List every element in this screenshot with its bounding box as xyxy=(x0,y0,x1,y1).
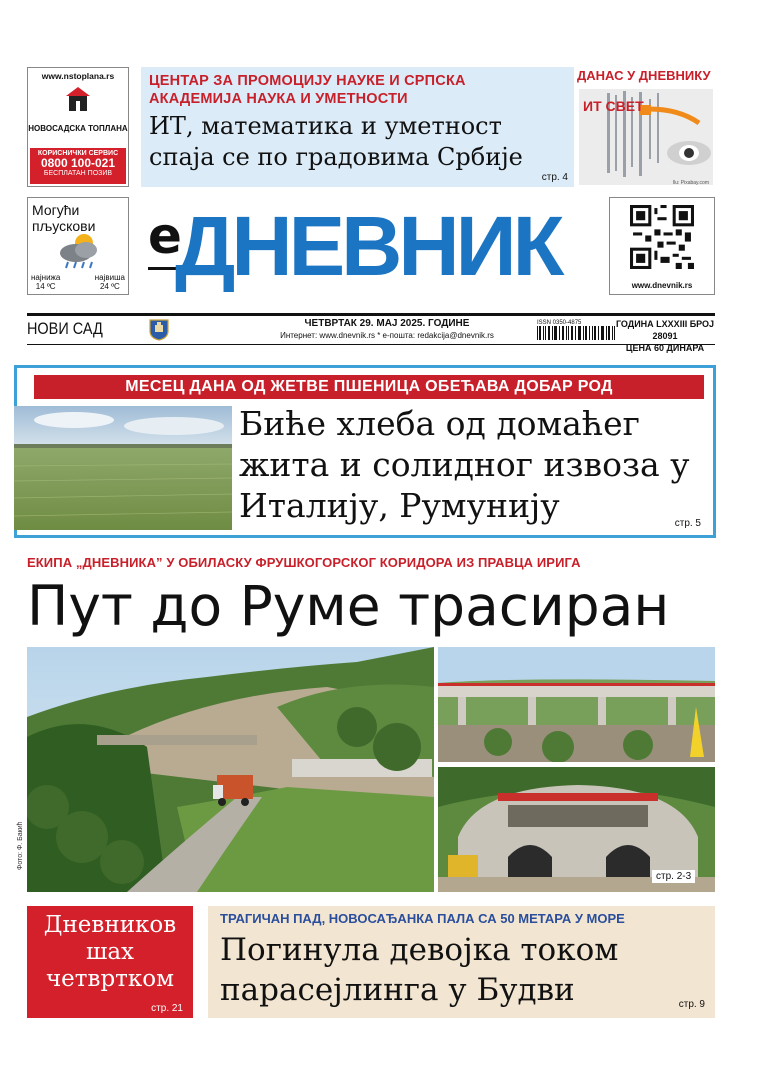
contact-line[interactable]: Интернет: www.dnevnik.rs * е-пошта: redakcija@dnevnik.rs xyxy=(280,331,494,340)
ad-free-call: БЕСПЛАТАН ПОЗИВ xyxy=(43,170,113,177)
chess-page-ref: стр. 21 xyxy=(151,1003,183,1014)
issue-info xyxy=(615,318,715,354)
masthead-prefix: e xyxy=(148,207,182,265)
low-label: најнижа xyxy=(31,273,61,282)
ad-service-box xyxy=(30,148,126,184)
today-in-dnevnik[interactable] xyxy=(575,67,715,187)
issn-text: ISSN 0350-4875 xyxy=(537,320,582,326)
issue-price: ЦЕНА 60 ДИНАРА xyxy=(625,343,705,353)
qr-code-icon[interactable] xyxy=(630,205,694,269)
rain-cloud-icon xyxy=(56,233,102,271)
issue-date: ЧЕТВРТАК 29. МАЈ 2025. ГОДИНЕ xyxy=(304,318,470,329)
qr-box[interactable] xyxy=(609,197,715,295)
toplana-ad[interactable] xyxy=(27,67,129,187)
issue-number: ГОДИНА LXXXIII БРОЈ 28091 xyxy=(615,319,715,341)
wheat-field-photo[interactable] xyxy=(14,406,232,530)
wheat-story[interactable] xyxy=(14,365,716,538)
masthead-logo[interactable] xyxy=(141,197,601,295)
lead-kicker: ЕКИПА „ДНЕВНИКА” У ОБИЛАСКУ ФРУШКОГОРСКОГ КОРИДОРА ИЗ ПРАВЦА ИРИГА xyxy=(27,555,581,570)
city-crest-icon xyxy=(149,319,169,341)
wheat-kicker: МЕСЕЦ ДАНА ОД ЖЕТВЕ ПШЕНИЦА ОБЕЋАВА ДОБАР РОД xyxy=(34,375,704,399)
it-world-illustration xyxy=(579,89,713,185)
promo-page-ref: стр. 4 xyxy=(541,172,568,183)
weather-high xyxy=(95,273,125,291)
lead-title[interactable]: Пут до Руме трасиран xyxy=(27,574,670,638)
para-title[interactable]: Погинула девојка током парасејлинга у Будви xyxy=(220,932,619,1008)
qr-url[interactable]: www.dnevnik.rs xyxy=(631,281,693,290)
info-bar xyxy=(27,313,715,353)
corridor-road-photo[interactable] xyxy=(27,647,434,892)
para-kicker: ТРАГИЧАН ПАД, НОВОСАЂАНКА ПАЛА СА 50 МЕТАРА У МОРЕ xyxy=(220,911,625,926)
weather-forecast: Могући пљускови xyxy=(32,202,96,234)
it-world-text: ИТ СВЕТ xyxy=(583,98,644,114)
weather-box xyxy=(27,197,129,295)
high-value: 24 ºC xyxy=(99,282,120,291)
parasailing-story[interactable] xyxy=(208,906,715,1018)
promo-teaser[interactable] xyxy=(141,67,574,187)
ad-service-label: КОРИСНИЧКИ СЕРВИС xyxy=(37,150,119,157)
para-page-ref: стр. 9 xyxy=(678,999,705,1010)
today-label: ДАНАС У ДНЕВНИКУ xyxy=(577,68,711,83)
high-label: највиша xyxy=(94,273,125,282)
ad-company: НОВОСАДСКА ТОПЛАНА xyxy=(28,124,128,133)
wheat-page-ref: стр. 5 xyxy=(674,518,701,529)
weather-low xyxy=(31,273,60,291)
wheat-title[interactable]: Биће хлеба од домаћег жита и солидног извоза у Италију, Румунију xyxy=(239,404,690,525)
lead-photo-credit: Фото: Ф. Бакић xyxy=(17,821,24,870)
ad-url[interactable]: www.nstoplana.rs xyxy=(41,71,115,81)
chess-teaser[interactable] xyxy=(27,906,193,1018)
today-credit: Ilu: Pixabay.com xyxy=(672,180,709,186)
promo-title[interactable]: ИТ, математика и уметност спаја се по градовима Србије xyxy=(149,112,523,171)
chess-title[interactable]: Дневников шах четвртком xyxy=(43,912,177,992)
toplana-logo-icon xyxy=(66,87,90,113)
overpass-photo[interactable] xyxy=(438,647,715,762)
lead-page-ref: стр. 2-3 xyxy=(652,870,695,883)
promo-kicker: ЦЕНТАР ЗА ПРОМОЦИЈУ НАУКЕ И СРПСКА АКАДЕМИЈА НАУКА И УМЕТНОСТИ xyxy=(149,73,466,107)
masthead-name: ДНЕВНИК xyxy=(175,199,561,293)
ad-phone[interactable]: 0800 100-021 xyxy=(40,156,116,170)
barcode-icon xyxy=(535,318,617,342)
city-name: НОВИ САД xyxy=(27,319,103,338)
low-value: 14 ºC xyxy=(35,282,56,291)
